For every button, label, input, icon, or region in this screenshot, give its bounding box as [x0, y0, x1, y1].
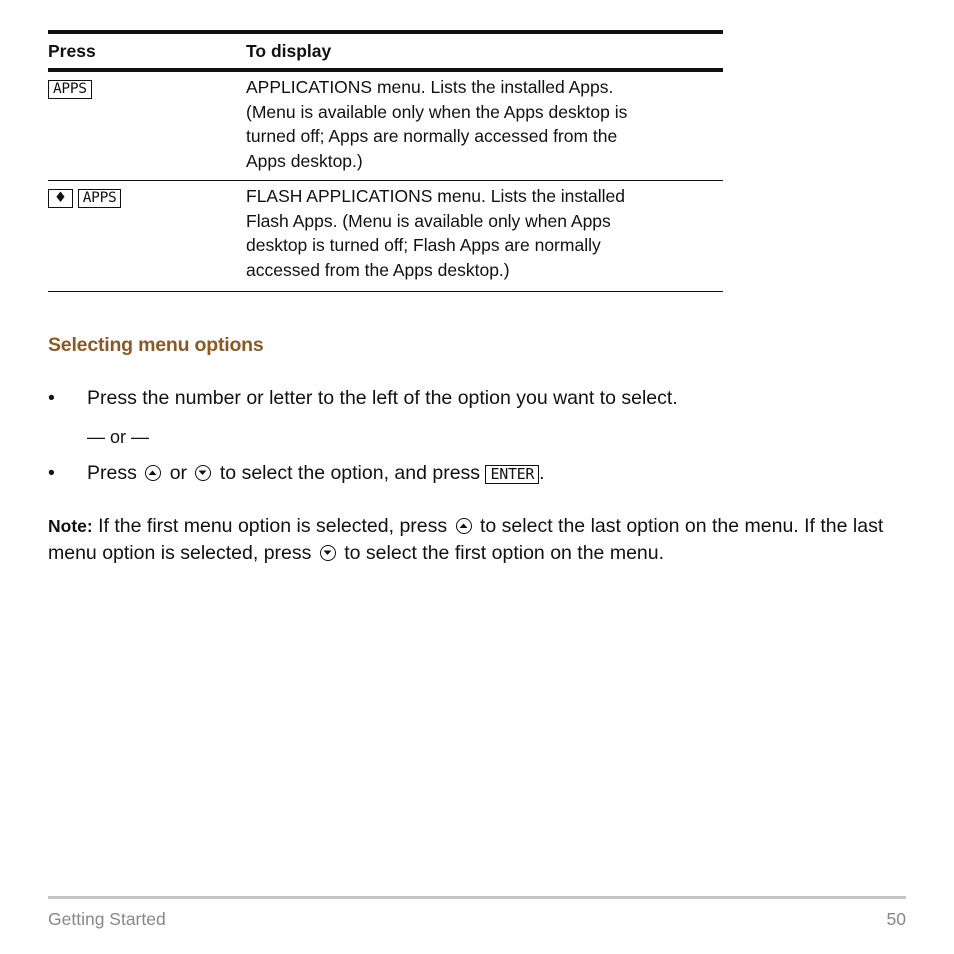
note-text-a: If the first menu option is selected, press — [98, 515, 448, 537]
note-paragraph — [48, 513, 918, 567]
description-line: APPLICATIONS menu. Lists the installed Apps. — [246, 77, 614, 97]
bullet2-or: or — [169, 462, 188, 484]
key-table — [48, 30, 723, 292]
enter-key: ENTER — [485, 465, 539, 484]
header-to-display: To display — [246, 40, 332, 61]
diamond-key: ♦ — [48, 189, 73, 208]
down-arrow-icon — [320, 545, 336, 561]
footer-rule — [48, 896, 906, 899]
apps-key: APPS — [78, 189, 122, 208]
bullet-text-2 — [87, 462, 545, 485]
table-row — [48, 181, 723, 291]
description-line: (Menu is available only when the Apps desktop is — [246, 101, 628, 122]
description-line: FLASH APPLICATIONS menu. Lists the installed — [246, 186, 626, 206]
bullet-marker: • — [48, 387, 55, 409]
header-press: Press — [48, 40, 96, 61]
bullet2-press: Press — [87, 462, 137, 484]
footer-section-title: Getting Started — [48, 909, 166, 929]
key-cell — [48, 184, 246, 291]
description-line: turned off; Apps are normally accessed from the — [246, 126, 618, 146]
down-arrow-icon — [195, 465, 211, 481]
bullet-text-1: Press the number or letter to the left of the option you want to select. — [87, 387, 678, 409]
note-text-b: to select the last option on the menu. If the last menu option is selected, press — [48, 515, 884, 564]
table-row — [48, 72, 723, 180]
description-cell — [246, 184, 723, 291]
or-separator: — or — — [87, 427, 150, 447]
description-line: Apps desktop.) — [246, 150, 363, 171]
description-line: accessed from the Apps desktop.) — [246, 259, 510, 280]
up-arrow-icon — [145, 465, 161, 481]
page-number: 50 — [886, 909, 906, 929]
description-line: desktop is turned off; Flash Apps are normally — [246, 235, 601, 255]
note-label: Note: — [48, 516, 93, 536]
section-heading: Selecting menu options — [48, 334, 264, 356]
apps-key: APPS — [48, 80, 92, 99]
key-cell — [48, 75, 246, 180]
table-header — [48, 34, 723, 68]
bullet-marker: • — [48, 462, 55, 484]
note-text-c: to select the first option on the menu. — [344, 542, 665, 564]
bullet2-text: to select the option, and press — [219, 462, 481, 484]
table-bottom-rule — [48, 291, 723, 292]
description-cell — [246, 75, 723, 180]
up-arrow-icon — [456, 518, 472, 534]
bullet2-period: . — [539, 462, 545, 484]
description-line: Flash Apps. (Menu is available only when Apps — [246, 210, 611, 231]
